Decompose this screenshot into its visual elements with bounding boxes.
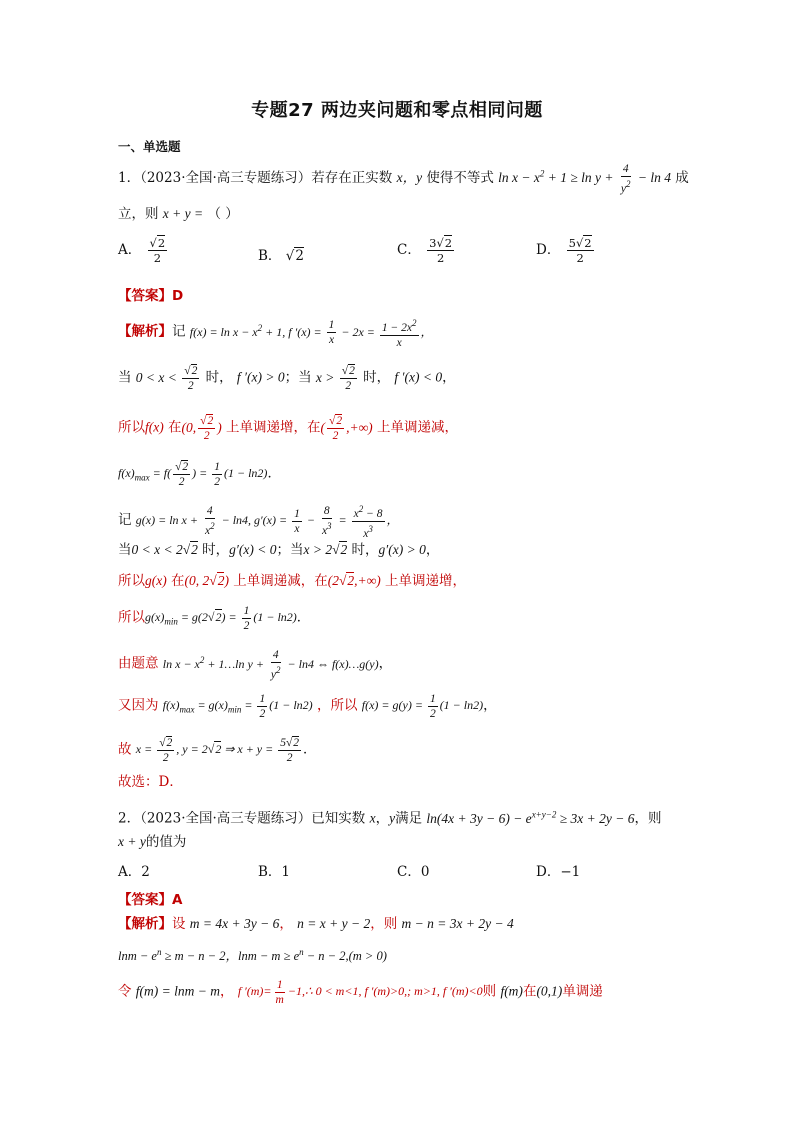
q1-stem-line2-prefix: 立，则: [118, 206, 159, 222]
q1-option-d-label: D．: [536, 242, 561, 258]
q2-text: 设: [172, 916, 186, 932]
q2-analysis-label: 【解析】: [118, 916, 172, 932]
q1-vars: x，y: [396, 170, 423, 185]
q1-option-c[interactable]: C． $\frac{3√2}{2}$: [397, 236, 453, 265]
q1-analysis-line11: 故 x = $\frac{√2}{2}$ , y = 2√2 ⇒ x + y = $\frac{5√2}{2}$ ．: [118, 737, 317, 764]
q1-option-b[interactable]: B． √2: [258, 248, 304, 264]
q1-text: 上单调递增，: [385, 573, 467, 589]
q1-stem-mid: 使得不等式: [426, 170, 494, 186]
q1-expression: x + y =: [162, 206, 204, 221]
q1-text: 所以: [118, 419, 145, 436]
q1-text: 当: [118, 542, 132, 558]
page-title: 专题27 两边夹问题和零点相同问题: [251, 100, 543, 121]
q1-text: 时，: [351, 542, 379, 558]
q2-text: ，则: [370, 916, 398, 932]
q1-option-d[interactable]: D． $\frac{5√2}{2}$: [536, 236, 592, 265]
q1-text: 时，: [205, 369, 233, 386]
q1-analysis-line7: 所以g(x) 在(0, 2√2) 上单调递减，在(2√2,+∞) 上单调递增，: [118, 573, 467, 589]
q1-text: ；当: [276, 542, 304, 558]
q1-text: 时，: [202, 542, 230, 558]
q1-answer: 【答案】D: [118, 288, 184, 304]
q2-option-a[interactable]: A．2: [118, 864, 150, 880]
q1-text: 当: [118, 369, 132, 386]
q2-stem-prefix: 2．（2023·全国·高三专题练习）已知实数: [118, 810, 366, 827]
q1-stem-suffix: 成: [675, 170, 689, 186]
q1-analysis-line3: 所以f(x) 在(0, $\frac{√2}{2}$ ) 上单调递增，在( $\frac{√2}{2}$ ,+∞) 上单调递减，: [118, 415, 458, 442]
q2-option-d[interactable]: D．−1: [536, 864, 581, 880]
q1-analysis-line2: 当 0 < x < $\frac{√2}{2}$ 时， f ′(x) > 0；当 x > $\frac{√2}{2}$ 时， f ′(x) < 0，: [118, 365, 456, 392]
q2-stem-line2-suffix: 的值为: [145, 834, 187, 850]
q2-text: 在: [522, 983, 537, 1000]
q2-option-c[interactable]: C．0: [397, 864, 430, 880]
q1-inequality: $\ln x - x^2 + 1 \ge \ln y$ + $\frac{4}{y^2}$ − ln 4: [498, 163, 671, 195]
q1-analysis-line8: 所以$g(x)_{min} = g(2√2)$ = $\frac{1}{2}$ (1 − ln2)．: [118, 605, 311, 632]
q1-analysis-line6: 当0 < x < 2√2 时，g′(x) < 0；当x > 2√2 时，g′(x) > 0，: [118, 542, 440, 558]
q1-analysis-label: 【解析】: [118, 323, 172, 340]
q1-text: 所以: [118, 609, 145, 626]
q1-option-b-label: B．: [258, 248, 282, 264]
q2-analysis-line3: 令 f(m) = lnm − m， f ′(m)= $\frac{1}{m}$ −1,∴ 0 < m<1, f ′(m)>0,; m>1, f ′(m)<0则 f(m)在(0,1)单调递: [118, 979, 603, 1006]
q2-stem-mid: 满足: [395, 810, 423, 827]
q2-stem-line1: 2．（2023·全国·高三专题练习）已知实数 x，y满足 $\ln(4x + 3y - 6) - e^{x+y-2} \ge 3x + 2y - 6$，则: [118, 809, 662, 827]
q1-conclusion: 故选：D．: [118, 774, 183, 790]
q1-stem-line2: [118, 204, 239, 224]
q2-text: ，: [279, 916, 293, 932]
q2-text: 单调递: [562, 983, 603, 1000]
q1-option-a-label: A．: [118, 242, 142, 258]
q2-text: 令: [118, 983, 132, 1000]
q2-stem-line2: x + y的值为: [118, 834, 187, 850]
q1-text: 由题意: [118, 655, 159, 672]
q1-text: 上单调递增，在: [226, 419, 321, 436]
q1-text: ，所以: [316, 697, 358, 714]
q2-stem-suffix: ，则: [634, 810, 662, 827]
q2-answer: 【答案】A: [118, 892, 183, 908]
q1-text: 记: [172, 323, 186, 340]
q2-option-b[interactable]: B．1: [258, 864, 291, 880]
q1-option-a[interactable]: A． $\frac{√2}{2}$: [118, 236, 166, 265]
q2-analysis-line1: 【解析】设 m = 4x + 3y − 6， n = x + y − 2，则 m − n = 3x + 2y − 4: [118, 916, 514, 932]
q2-text: 则: [482, 983, 497, 1000]
q1-text: 又因为: [118, 697, 159, 714]
q1-text: 在: [171, 573, 185, 589]
q1-text: ；当: [284, 369, 312, 386]
q1-text: 在: [168, 419, 182, 436]
q1-analysis-line10: 又因为 $f(x)_{max} = g(x)_{min}$ = $\frac{1}{2}$ (1 − ln2) ，所以 f(x) = g(y) = $\frac{1}{2}$ (1 − ln2)，: [118, 693, 497, 720]
q1-text: 时，: [363, 369, 391, 386]
q1-stem-line1: [118, 162, 689, 196]
q1-text: 上单调递减，在: [233, 573, 328, 589]
q1-stem-prefix: 1．（2023·全国·高三专题练习）若存在正实数: [118, 170, 393, 186]
q1-stem-line2-suffix: （ ）: [207, 206, 239, 222]
q1-text: 上单调递减，: [376, 419, 458, 436]
q1-analysis-line4: $f(x)_{max} = f$( $\frac{√2}{2}$ ) = $\frac{1}{2}$ (1 − ln2)．: [118, 461, 281, 488]
q2-analysis-line2: $\ln m - e^n \ge m - n - 2$，$\ln m - m \ge e^n - n - 2,(m > 0)$: [118, 947, 387, 964]
q1-analysis-line9: 由题意 $\ln x - x^2$ + 1…ln y + $\frac{4}{y^2}$ − ln4 ⇔ f(x)…g(y)，: [118, 649, 393, 681]
q1-text: 所以: [118, 573, 145, 589]
q1-text: 故: [118, 741, 132, 758]
q1-analysis-line5: 记 g(x) = ln x + $\frac{4}{x^2}$ − ln4, g′(x) = $\frac{1}{x}$ − $\frac{8}{x^3}$ = $\frac{x^2 - 8}{x^3}$ ，: [118, 504, 399, 540]
q1-analysis-line1: 【解析】记 $f(x) = \ln x - x^2 + 1$, f ′(x) = $\frac{1}{x}$ − 2x = $\frac{1 - 2x^2}{x}$ ，: [118, 318, 433, 349]
q1-option-c-label: C．: [397, 242, 421, 258]
q1-text: 记: [118, 512, 132, 529]
q2-text: ，: [220, 983, 234, 1000]
section-heading: 一、单选题: [118, 139, 181, 154]
